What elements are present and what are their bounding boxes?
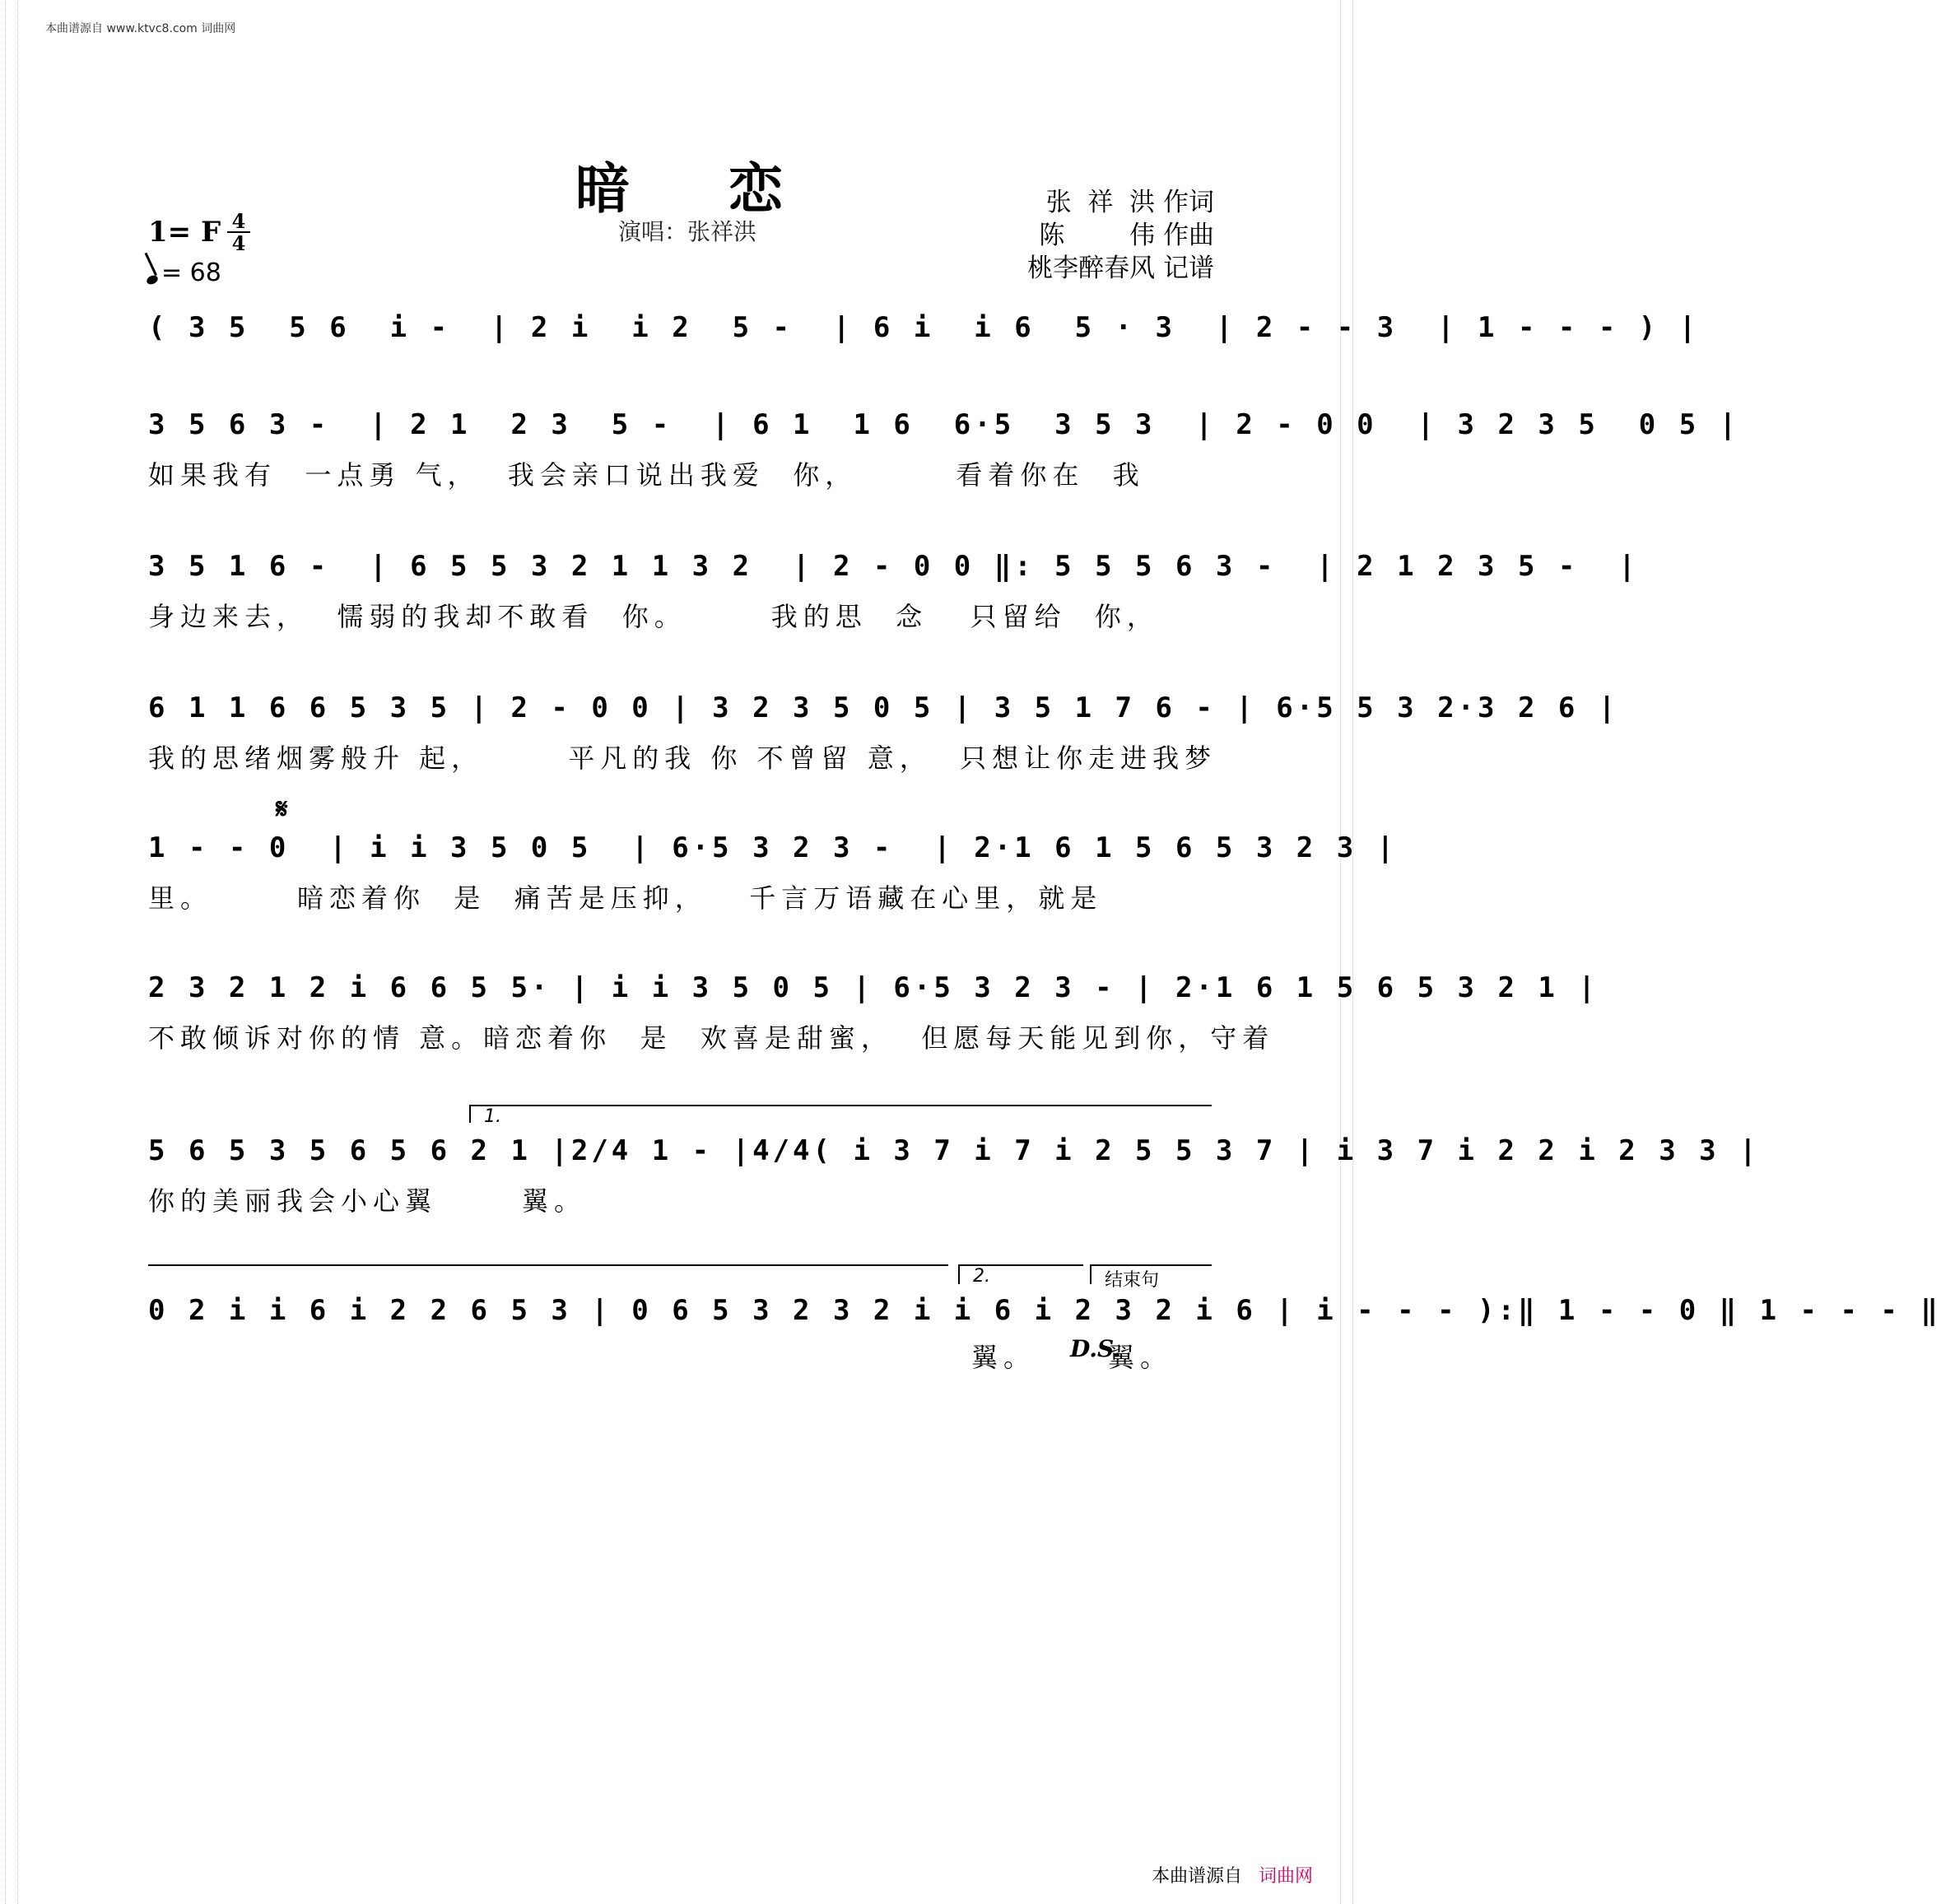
lyrics-line-7: 你的美丽我会小心翼 翼。 [148, 1185, 587, 1217]
first-ending-label: 1. [484, 1106, 501, 1127]
tempo-marking [147, 258, 221, 287]
notation-line-4-notes: 6 1 1 6 6 5 3 5 | 2 - 0 0 | 3 2 3 5 0 5 | 3 5 1 7 6 - | 6·5 5 3 2·3 2 6 | [148, 691, 1619, 724]
notation-line-6 [148, 971, 1599, 1008]
notation-line-3-notes: 3 5 1 6 - | 6 5 5 3 2 1 1 3 2 | 2 - 0 0 ‖: 5 5 5 6 3 - | 2 1 2 3 5 - | [148, 550, 1639, 583]
coda-lyric: 翼。 [1108, 1342, 1173, 1373]
footer [1152, 1862, 1313, 1888]
time-signature [227, 211, 250, 254]
lyrics-line-2: 如果我有 一点勇 气， 我会亲口说出我爱 你， 看着你在 我 [148, 459, 1145, 491]
quarter-note-icon [146, 274, 160, 286]
dal-segno-marking: D.S. [1070, 1335, 1122, 1362]
singer-credit: 演唱：张祥洪 [617, 218, 756, 245]
notation-line-1 [148, 311, 1700, 347]
notation-line-2 [148, 408, 1740, 445]
left-watermark-strip [5, 0, 18, 1904]
transcriber-credit: 桃李醉春风 记谱 [1027, 254, 1214, 283]
notation-line-8 [148, 1294, 1941, 1330]
notation-line-5 [148, 831, 1398, 868]
notation-line-2-notes: 3 5 6 3 - | 2 1 2 3 5 - | 6 1 1 6 6·5 3 5 3 | 2 - 0 0 | 3 2 3 5 0 5 | [148, 408, 1740, 441]
song-title: 暗恋 [575, 156, 882, 221]
notation-line-5-notes: 1 - - 0 | i i 3 5 0 5 | 6·5 3 2 3 - | 2·1 6 1 5 6 5 3 2 3 | [148, 831, 1398, 864]
lyrics-line-4: 我的思绪烟雾般升 起， 平凡的我 你 不曾留 意， 只想让你走进我梦 [148, 743, 1217, 774]
right-watermark-strip [1340, 0, 1353, 1904]
notation-line-4 [148, 691, 1619, 728]
footer-source: 本曲谱源自 [1151, 1866, 1242, 1887]
notation-line-7-notes: 5 6 5 3 5 6 5 6 2 1 |2/4 1 - |4/4( i 3 7 i 7 i 2 5 5 3 7 | i 3 7 i 2 2 i 2 3 3 | [148, 1134, 1760, 1167]
composer-credit: 陈 伟 作曲 [1039, 221, 1214, 250]
second-ending-lyric: 翼。 [971, 1342, 1036, 1373]
first-ending-bracket [469, 1105, 1212, 1123]
lyrics-line-6: 不敢倾诉对你的情 意。暗恋着你 是 欢喜是甜蜜， 但愿每天能见到你，守着 [148, 1022, 1275, 1054]
notation-line-7 [148, 1134, 1760, 1171]
lyrics-line-3: 身边来去， 懦弱的我却不敢看 你。 我的思 念 只留给 你， [148, 601, 1159, 632]
notation-line-1-notes: ( 3 5 5 6 i - | 2 i i 2 5 - | 6 i i 6 5 · 3 | 2 - - 3 | 1 - - - ) | [148, 311, 1700, 344]
credits-block [1027, 186, 1214, 285]
key-signature: 1= F [148, 216, 221, 249]
notation-line-3 [148, 550, 1639, 586]
second-ending-label: 2. [973, 1266, 990, 1287]
tempo-value: = 68 [161, 258, 221, 287]
footer-brand: 词曲网 [1258, 1866, 1313, 1887]
time-signature-top: 4 [231, 209, 246, 233]
lyrics-line-5: 里。 暗恋着你 是 痛苦是压抑， 千言万语藏在心里，就是 [148, 882, 1103, 914]
first-ending-continuation [148, 1264, 948, 1266]
lyricist-credit: 张 祥 洪 作词 [1045, 188, 1214, 217]
notation-line-8-notes: 0 2 i i 6 i 2 2 6 5 3 | 0 6 5 3 2 3 2 i i 6 i 2 3 2 i 6 | i - - - ):‖ 1 - - 0 ‖ 1 - - - ‖ [148, 1294, 1941, 1327]
notation-line-6-notes: 2 3 2 1 2 i 6 6 5 5· | i i 3 5 0 5 | 6·5 3 2 3 - | 2·1 6 1 5 6 5 3 2 1 | [148, 971, 1599, 1004]
header-source-text: 本曲谱源自 www.ktvc8.com 词曲网 [45, 22, 236, 35]
coda-label: 结束句 [1105, 1270, 1160, 1291]
time-signature-bottom: 4 [227, 231, 250, 254]
segno-sign: 𝄋 [276, 793, 288, 826]
